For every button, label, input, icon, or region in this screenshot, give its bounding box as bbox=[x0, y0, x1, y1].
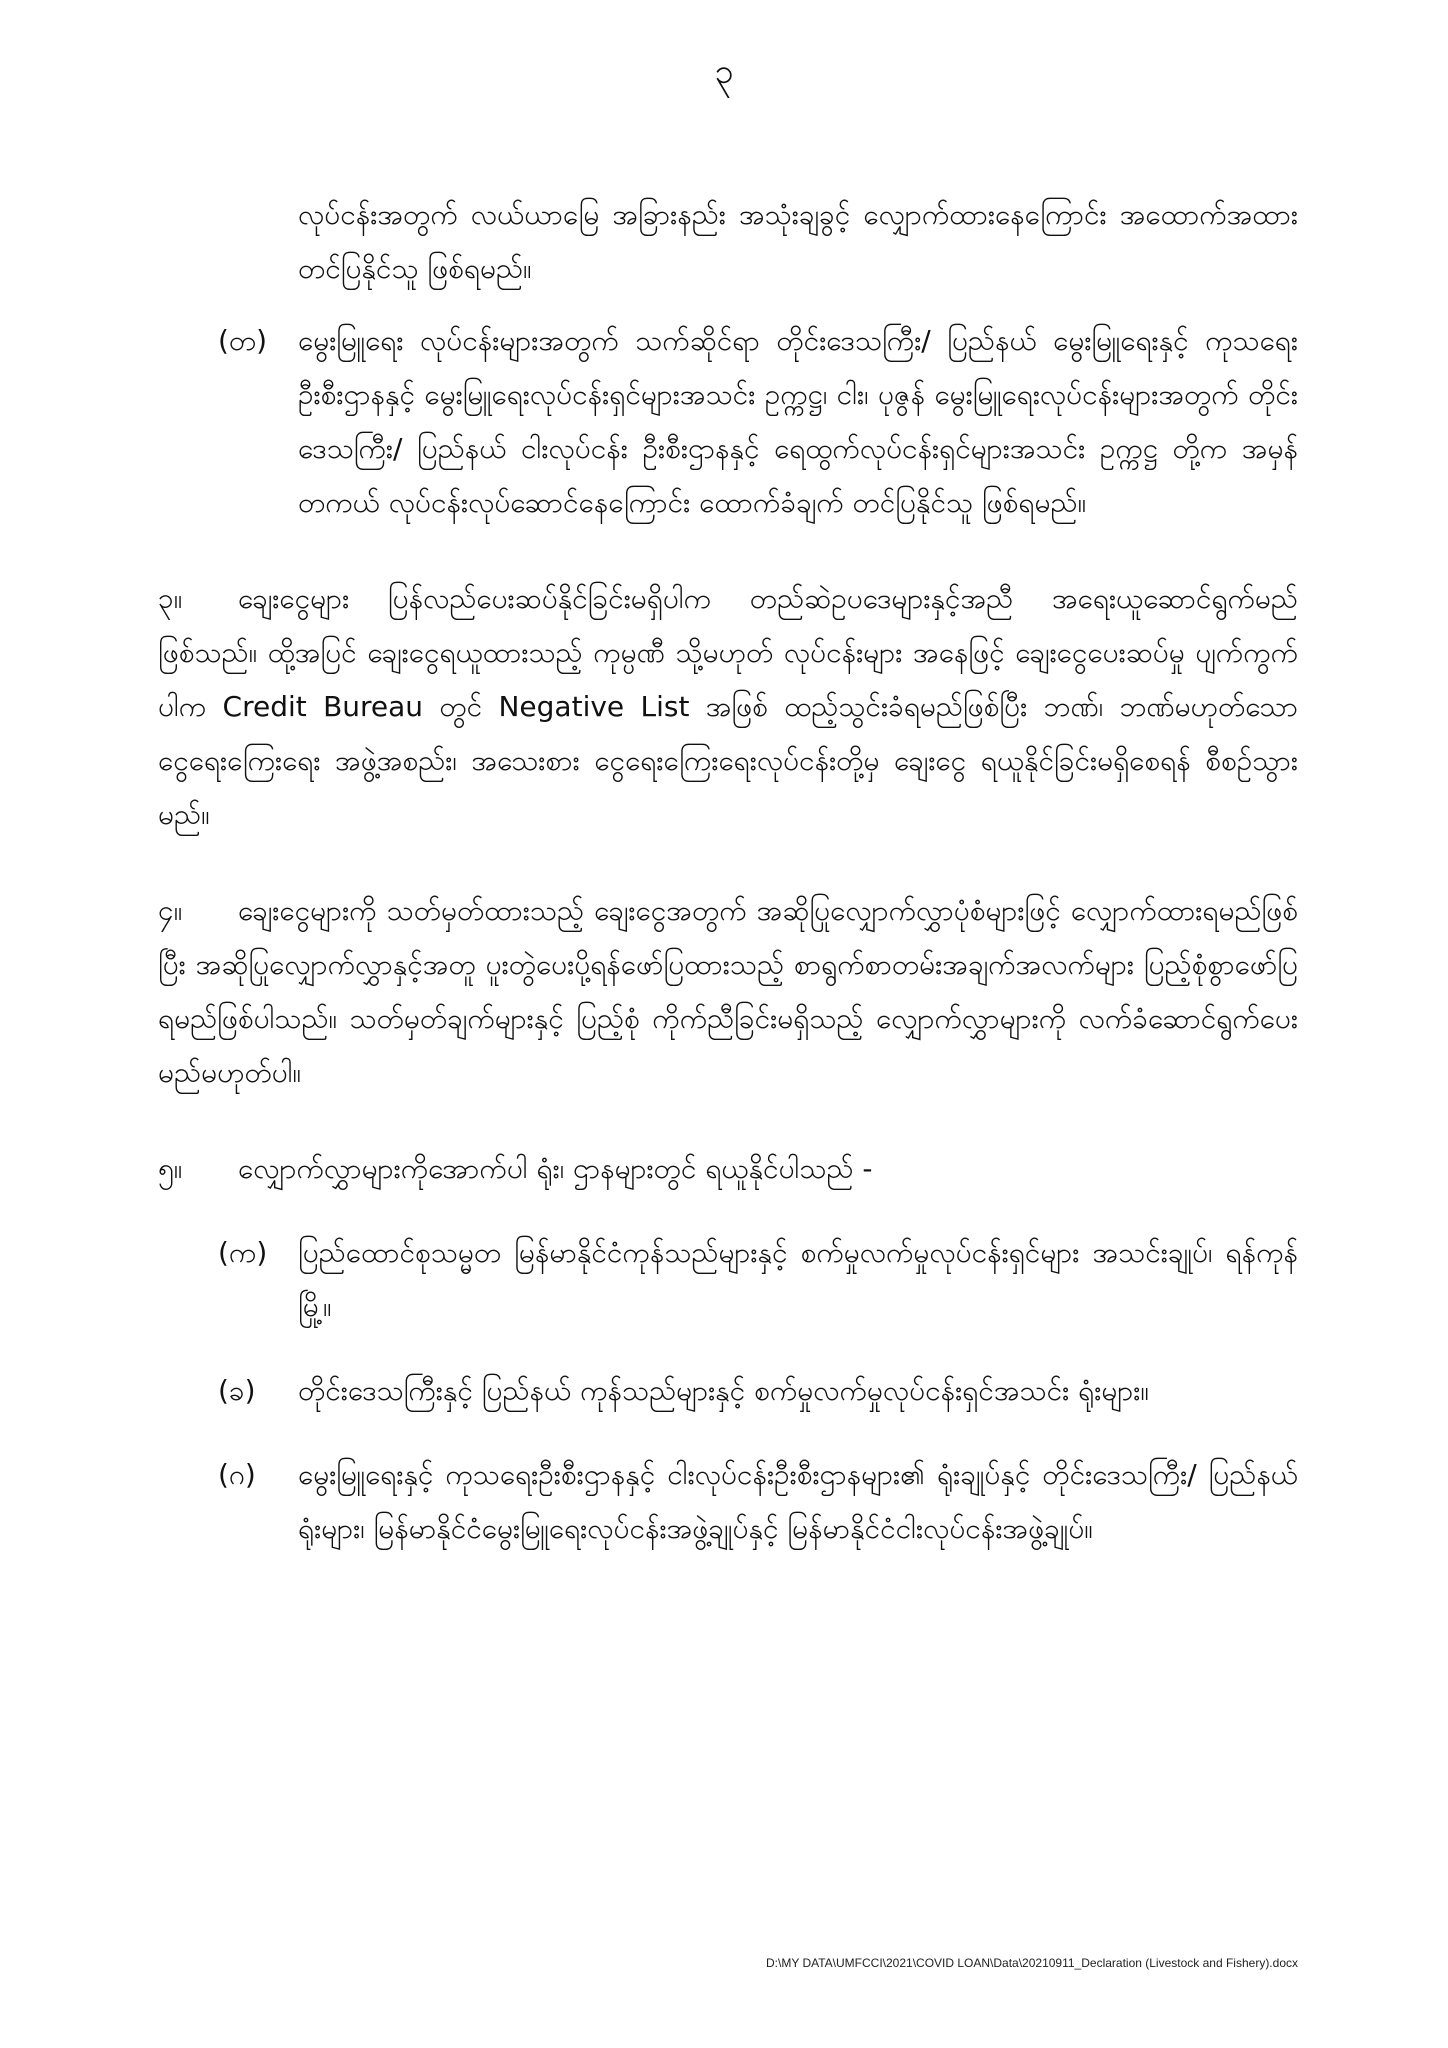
sub-item-text: မွေးမြူရေးနှင့် ကုသရေးဦးစီးဌာနနှင့် ငါးလုပ်ငန်းဦးစီးဌာနများ၏ ရုံးချုပ်နှင့် တိုင်းဒေသကြီး/ ပြည်နယ်ရုံးများ၊ မြန်မာနိုင်ငံမွေးမြူရေးလုပ်ငန်းအဖွဲ့ချုပ်နှင့် မြန်မာနိုင်ငံငါးလုပ်ငန်းအဖွဲ့ချုပ်။ bbox=[298, 1458, 1298, 1545]
continued-paragraph: လုပ်ငန်းအတွက် လယ်ယာမြေ အခြားနည်း အသုံးချခွင့် လျှောက်ထားနေကြောင်း အထောက်အထား တင်ပြနိုင်သူ ဖြစ်ရမည်။ bbox=[298, 198, 1298, 285]
sub-item-ka bbox=[218, 1226, 1298, 1334]
section-text: ချေးငွေများကို သတ်မှတ်ထားသည့် ချေးငွေအတွက် အဆိုပြုလျှောက်လွှာပုံစံများဖြင့် လျှောက်ထားရမည်ဖြစ်ပြီး အဆိုပြုလျှောက်လွှာနှင့်အတူ ပူးတွဲပေးပို့ရန်ဖော်ပြထားသည့် စာရွက်စာတမ်းအချက်အလက်များ ပြည့်စုံစွာဖော်ပြရမည်ဖြစ်ပါသည်။ သတ်မှတ်ချက်များနှင့် ပြည့်စုံ ကိုက်ညီခြင်းမရှိသည့် လျှောက်လွှာများကို လက်ခံဆောင်ရွက်ပေးမည်မဟုတ်ပါ။ bbox=[158, 894, 1298, 1089]
section-text: လျှောက်လွှာများကိုအောက်ပါ ရုံး၊ ဌာနများတွင် ရယူနိုင်ပါသည် - bbox=[238, 1152, 873, 1185]
section-number: ၅။ bbox=[158, 1152, 183, 1185]
sub-item-ta bbox=[218, 314, 1298, 530]
sub-item-marker: (ခ) bbox=[218, 1374, 256, 1407]
section-4 bbox=[158, 884, 1298, 1100]
section-5 bbox=[158, 1142, 1298, 1196]
section-number: ၄။ bbox=[158, 894, 183, 927]
sub-item-text: တိုင်းဒေသကြီးနှင့် ပြည်နယ် ကုန်သည်များနှင့် စက်မှုလက်မှုလုပ်ငန်းရှင်အသင်း ရုံးများ။ bbox=[298, 1374, 1149, 1407]
footer-file-path: D:\MY DATA\UMFCCI\2021\COVID LOAN\Data\20210911_Declaration (Livestock and Fishery).docx bbox=[766, 1956, 1298, 1970]
sub-item-ga bbox=[218, 1448, 1298, 1556]
document-body bbox=[158, 188, 1298, 1556]
section-3 bbox=[158, 572, 1298, 842]
section-paragraph bbox=[158, 1142, 1298, 1196]
section-paragraph bbox=[158, 884, 1298, 1100]
sub-item-text: မွေးမြူရေး လုပ်ငန်းများအတွက် သက်ဆိုင်ရာ တိုင်းဒေသကြီး/ ပြည်နယ် မွေးမြူရေးနှင့် ကုသရေးဦးစီးဌာနနှင့် မွေးမြူရေးလုပ်ငန်းရှင်များအသင်း ဥက္ကဋ္ဌ၊ ငါး၊ ပုဇွန် မွေးမြူရေးလုပ်ငန်းများအတွက် တိုင်းဒေသကြီး/ ပြည်နယ် ငါးလုပ်ငန်း ဦးစီးဌာနနှင့် ရေထွက်လုပ်ငန်းရှင်များအသင်း ဥက္ကဋ္ဌ တို့က အမှန်တကယ် လုပ်ငန်းလုပ်ဆောင်နေကြောင်း ထောက်ခံချက် တင်ပြနိုင်သူ ဖြစ်ရမည်။ bbox=[298, 324, 1298, 519]
page-number: ၃ bbox=[714, 52, 734, 92]
sub-item-kha bbox=[218, 1364, 1298, 1418]
section-text: ချေးငွေများ ပြန်လည်ပေးဆပ်နိုင်ခြင်းမရှိပါက တည်ဆဲဥပဒေများနှင့်အညီ အရေးယူဆောင်ရွက်မည်ဖြစ်သည်။ ထို့အပြင် ချေးငွေရယူထားသည့် ကုမ္ပဏီ သို့မဟုတ် လုပ်ငန်းများ အနေဖြင့် ချေးငွေပေးဆပ်မှု ပျက်ကွက်ပါက Credit Bureau တွင် Negative List အဖြစ် ထည့်သွင်းခံရမည်ဖြစ်ပြီး ဘဏ်၊ ဘဏ်မဟုတ်သော ငွေရေးကြေးရေး အဖွဲ့အစည်း၊ အသေးစား ငွေရေးကြေးရေးလုပ်ငန်းတို့မှ ချေးငွေ ရယူနိုင်ခြင်းမရှိစေရန် စီစဉ်သွားမည်။ bbox=[158, 582, 1298, 831]
sub-item-marker: (ဂ) bbox=[218, 1458, 256, 1491]
sub-item-marker: (တ) bbox=[218, 324, 268, 357]
section-paragraph bbox=[158, 572, 1298, 842]
section-number: ၃။ bbox=[158, 582, 183, 615]
sub-item-text: ပြည်ထောင်စုသမ္မတ မြန်မာနိုင်ငံကုန်သည်များနှင့် စက်မှုလက်မှုလုပ်ငန်းရှင်များ အသင်းချုပ်၊ ရန်ကုန်မြို့။ bbox=[298, 1236, 1298, 1323]
sub-item-marker: (က) bbox=[218, 1236, 268, 1269]
